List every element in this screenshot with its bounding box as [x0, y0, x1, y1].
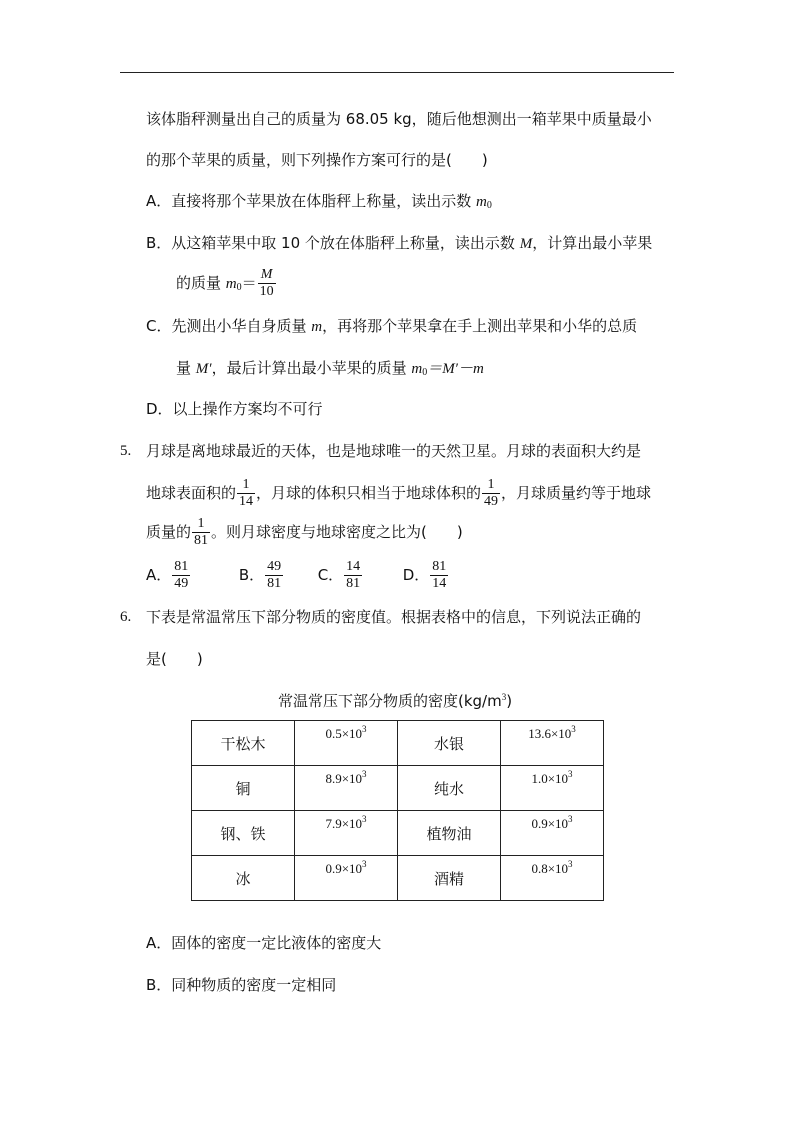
- table-row: [192, 766, 604, 811]
- density-exponent: 3: [362, 769, 367, 779]
- option-label: A．: [146, 566, 172, 584]
- fraction-denominator: 81: [194, 533, 209, 548]
- q5-line2-c: ，月球质量约等于地球: [501, 484, 652, 502]
- density-mantissa: 7.9×10: [325, 816, 363, 831]
- fraction-denominator: 49: [174, 576, 189, 591]
- density-mantissa: 8.9×10: [325, 771, 363, 786]
- q5-fraction-1: [237, 477, 255, 510]
- q4-option-c-text1: C．先测出小华自身质量: [146, 317, 312, 335]
- fraction-denominator: 81: [346, 576, 361, 591]
- substance-name: 铜: [192, 766, 295, 811]
- fraction-denominator: 10: [259, 284, 274, 299]
- q4-line1: 该体脂秤测量出自己的质量为 68.05 kg，随后他想测出一箱苹果中质量最小: [146, 110, 652, 128]
- q4-option-b-fraction: [258, 267, 276, 300]
- q6-option-a: A．固体的密度一定比液体的密度大: [146, 934, 382, 952]
- fraction-denominator: 49: [484, 494, 499, 509]
- density-mantissa: 0.9×10: [325, 861, 363, 876]
- q4-option-c-line2-formula: ＝M′－m: [427, 361, 484, 377]
- q4-option-c: [146, 316, 637, 337]
- q5-fraction-2: [482, 477, 500, 510]
- q5-line3-b: 。则月球密度与地球密度之比为( ): [211, 523, 463, 541]
- density-mantissa: 0.5×10: [325, 726, 363, 741]
- substance-name: 纯水: [398, 766, 501, 811]
- q6-number: 6.: [120, 609, 132, 625]
- fraction-numerator: 81: [174, 559, 189, 574]
- density-table: [191, 720, 604, 901]
- q5-line2-b: ，月球的体积只相当于地球体积的: [256, 484, 482, 502]
- fraction-numerator: 49: [267, 559, 282, 574]
- option-label: C．: [317, 566, 344, 584]
- fraction-denominator: 14: [239, 494, 254, 509]
- q6-line2: 是( ): [146, 650, 203, 668]
- density-exponent: 3: [362, 724, 367, 734]
- fraction-numerator: 1: [192, 516, 210, 533]
- q5-line1: 月球是离地球最近的天体，也是地球唯一的天然卫星。月球的表面积大约是: [146, 442, 642, 460]
- q6-option-b: B．同种物质的密度一定相同: [146, 976, 337, 994]
- density-mantissa: 13.6×10: [528, 726, 572, 741]
- q4-option-b-line2-text: 的质量: [176, 274, 226, 292]
- table-row: [192, 856, 604, 901]
- q5-line2-a: 地球表面积的: [146, 484, 237, 502]
- substance-name: 钢、铁: [192, 811, 295, 856]
- header-rule: [120, 72, 674, 73]
- q4-option-b-text1: B．从这箱苹果中取 10 个放在体脂秤上称量，读出示数: [146, 234, 520, 252]
- density-exponent: 3: [568, 859, 573, 869]
- option-fraction: [344, 559, 362, 592]
- q4-option-c-line2-m: m: [411, 361, 423, 377]
- fraction-denominator: 81: [267, 576, 282, 591]
- substance-name: 植物油: [398, 811, 501, 856]
- density-mantissa: 1.0×10: [531, 771, 569, 786]
- density-mantissa: 0.9×10: [531, 816, 569, 831]
- q4-option-a: [146, 191, 492, 216]
- q4-option-c-line2-text2: ，最后计算出最小苹果的质量: [211, 359, 412, 377]
- density-value: [501, 721, 604, 766]
- q5-line3: [146, 513, 463, 551]
- density-value: [501, 856, 604, 901]
- q4-option-c-line2-var: M′: [195, 361, 212, 377]
- density-value: [501, 811, 604, 856]
- density-mantissa: 0.8×10: [531, 861, 569, 876]
- density-value: [295, 856, 398, 901]
- option-fraction: [265, 559, 283, 592]
- q4-line2: 的那个苹果的质量，则下列操作方案可行的是( ): [146, 151, 488, 169]
- fraction-denominator: 14: [432, 576, 447, 591]
- density-exponent: 3: [571, 724, 576, 734]
- density-value: [295, 721, 398, 766]
- q5-option-a: [146, 559, 191, 591]
- q5-option-b: [238, 559, 284, 591]
- q5-option-d: [402, 559, 450, 591]
- q4-option-b-eq: ＝: [241, 276, 257, 292]
- q4-option-b-m: m: [225, 276, 237, 292]
- q4-option-b-line2: [176, 264, 277, 307]
- fraction-numerator: 1: [237, 477, 255, 494]
- option-fraction: [172, 559, 190, 592]
- q4-option-a-text: A．直接将那个苹果放在体脂秤上称量，读出示数: [146, 192, 477, 210]
- density-exponent: 3: [568, 814, 573, 824]
- option-fraction: [430, 559, 448, 592]
- substance-name: 干松木: [192, 721, 295, 766]
- q4-option-b-sub: 0: [236, 282, 242, 293]
- q4-option-c-text2: ，再将那个苹果拿在手上测出苹果和小华的总质: [322, 317, 638, 335]
- density-value: [295, 766, 398, 811]
- option-label: D．: [402, 566, 430, 584]
- table-row: [192, 811, 604, 856]
- q4-option-d: D．以上操作方案均不可行: [146, 400, 323, 418]
- q4-option-c-var: m: [311, 319, 323, 335]
- q5-fraction-3: [192, 516, 210, 549]
- q4-option-b-var: M: [519, 236, 533, 252]
- q5-options: [146, 556, 449, 594]
- substance-name: 冰: [192, 856, 295, 901]
- q4-option-a-sub: 0: [486, 200, 492, 211]
- q4-option-c-line2: [176, 358, 484, 383]
- table-caption: [278, 690, 512, 711]
- fraction-numerator: 1: [482, 477, 500, 494]
- q5-option-c: [317, 559, 363, 591]
- substance-name: 酒精: [398, 856, 501, 901]
- density-value: [295, 811, 398, 856]
- fraction-numerator: M: [258, 267, 276, 284]
- q5-line2: [146, 474, 651, 512]
- option-label: B．: [238, 566, 265, 584]
- substance-name: 水银: [398, 721, 501, 766]
- table-row: [192, 721, 604, 766]
- q5-number: 5.: [120, 443, 132, 459]
- table-caption-sup: 3: [501, 692, 507, 702]
- q5-line3-a: 质量的: [146, 523, 192, 541]
- density-exponent: 3: [362, 814, 367, 824]
- density-value: [501, 766, 604, 811]
- q6-line1: 下表是常温常压下部分物质的密度值。根据表格中的信息，下列说法正确的: [146, 608, 642, 626]
- table-caption-text: 常温常压下部分物质的密度(kg/m: [278, 692, 502, 710]
- q4-option-b: [146, 233, 652, 254]
- density-exponent: 3: [362, 859, 367, 869]
- fraction-numerator: 14: [346, 559, 361, 574]
- q4-option-c-line2-sub: 0: [422, 367, 428, 378]
- table-caption-end: ): [506, 692, 513, 710]
- q4-option-a-var: m: [476, 194, 487, 210]
- density-exponent: 3: [568, 769, 573, 779]
- q4-option-b-text2: ，计算出最小苹果: [532, 234, 653, 252]
- q4-option-c-line2-text1: 量: [176, 359, 196, 377]
- fraction-numerator: 81: [432, 559, 447, 574]
